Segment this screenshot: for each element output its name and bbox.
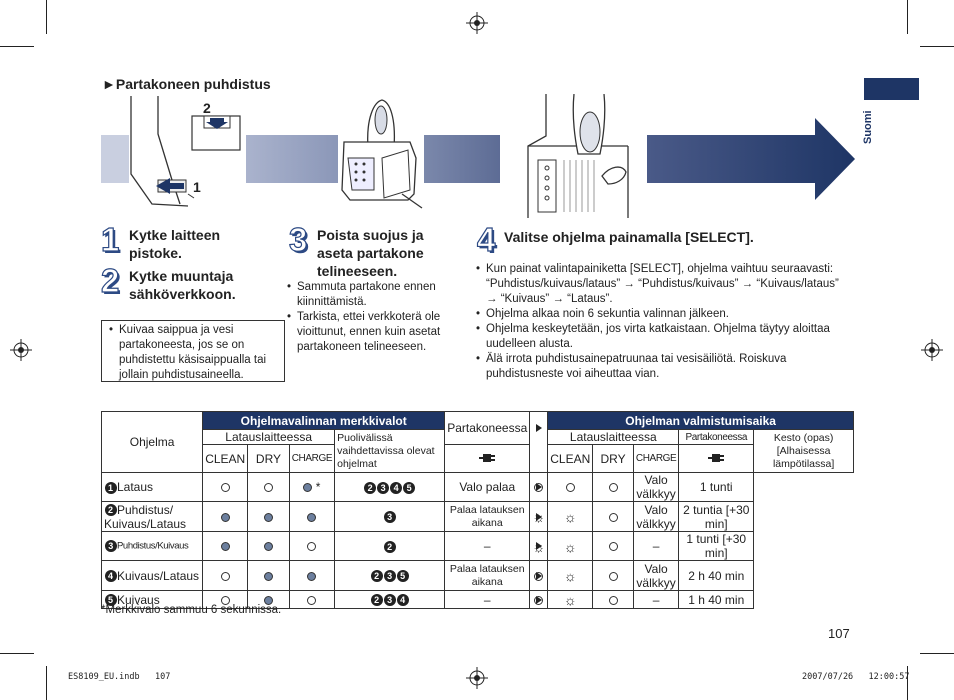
program-label: Puhdistus/ Kuivaus/Lataus [104,502,187,531]
program-number-icon: 3 [384,594,396,606]
program-number-icon: 4 [105,570,117,582]
lamp-cell [593,591,634,609]
mid-change-cell [335,473,445,502]
progress-arrow-icon [647,118,855,200]
shaver-status-complete: Valo välkkyy [633,473,678,502]
lamp-cell [289,532,334,561]
plug-icon [679,445,754,473]
header-charge-2: CHARGE [633,445,678,473]
row-arrow-icon [536,513,542,521]
header-duration: Kesto (opas) [Alhaisessa lämpötilassa] [754,430,854,473]
program-name [102,502,203,532]
program-name [102,532,203,561]
lamp-cell [248,473,290,502]
program-number-icon: 5 [403,482,415,494]
shaver-status: – [445,532,530,561]
lamp-on-icon [264,572,273,581]
step-3-note: • Tarkista, ettei verkkoterä ole vioittunut, ennen kuin asetat partakoneen telineeseen. [297,310,457,355]
lamp-on-icon [264,513,273,522]
blinking-lamp-icon: ☼ [563,592,577,609]
shaver-stand-illustration [338,98,424,210]
lamp-cell [248,561,290,591]
lamp-cell [593,532,634,561]
header-mid-change: Puolivälissä vaihdettavissa olevat ohjelmat [335,430,445,473]
step-number-4: 4 [477,221,496,258]
shaver-status-complete: – [633,532,678,561]
duration-cell: 2 h 40 min [679,561,754,591]
crop-mark [920,653,954,654]
duration-cell: 1 tunti [679,473,754,502]
row-arrow-icon [536,572,542,580]
table-row [102,532,854,561]
header-dry: DRY [248,445,290,473]
step-4-notes [476,262,848,382]
registration-mark-icon [466,12,488,34]
mid-change-cell [335,591,445,609]
program-number-icon: 5 [105,594,117,606]
callout-number-2: 2 [203,100,211,116]
registration-mark-icon [921,339,943,361]
program-number-icon: 2 [105,504,117,516]
row-arrow-icon [536,542,542,550]
crop-mark [920,46,954,47]
crop-mark [907,0,908,34]
duration-cell: 2 tuntia [+30 min] [679,502,754,532]
plug-illustration [128,94,246,210]
header-clean-2: CLEAN [548,445,593,473]
lamp-off-icon [221,483,230,492]
shaver-status-complete: – [633,591,678,609]
lamp-cell [548,532,593,561]
shaver-status-complete: Valo välkkyy [633,561,678,591]
blinking-lamp-icon: ☼ [563,568,577,585]
progress-band-2 [246,135,338,183]
mid-change-cell [335,532,445,561]
shaver-status: Palaa latauksen aikana [445,502,530,532]
footer-timestamp: 2007/07/26 12:00:57 [802,672,910,682]
step-4-note: • Älä irrota puhdistusainepatruunaa tai vesisäiliötä. Roiskuva puhdistusneste voi aiheuttaa vian. [486,352,848,382]
progress-band-3 [424,135,500,183]
table-row [102,473,854,502]
soap-note-text: • Kuivaa saippua ja vesi partakoneesta, jos se on puhdistettu käsisaippualla tai jollain puhdistusaineella. [119,323,277,383]
progress-band-1 [101,135,129,183]
lamp-on-icon [307,572,316,581]
lamp-on-icon [303,483,312,492]
language-tab [864,78,919,100]
lamp-off-icon [307,596,316,605]
header-program: Ohjelma [102,412,203,473]
program-number-icon: 3 [384,570,396,582]
step-2-text: Kytke muuntaja sähköverkkoon. [129,268,236,302]
step-number-3: 3 [289,221,308,258]
header-dry-2: DRY [593,445,634,473]
step-3-notes [287,280,457,355]
program-number-icon: 2 [384,541,396,553]
step-number-1: 1 [101,221,120,258]
shaver-status-complete: Valo välkkyy [633,502,678,532]
lamp-cell [593,473,634,502]
header-completion: Ohjelman valmistumisaika [548,412,854,430]
program-name [102,473,203,502]
select-button-illustration [524,94,634,218]
program-number-icon: 4 [390,482,402,494]
lamp-on-icon [307,513,316,522]
lamp-cell [289,591,334,609]
step-4-text: Valitse ohjelma painamalla [SELECT]. [504,229,754,245]
program-number-icon: 3 [384,511,396,523]
program-number-icon: 3 [377,482,389,494]
section-title: ►Partakoneen puhdistus [102,76,271,92]
lamp-off-icon [264,483,273,492]
mid-change-cell [335,561,445,591]
lamp-off-icon [307,542,316,551]
duration-cell: 1 h 40 min [679,591,754,609]
language-label: Suomi [862,110,874,144]
lamp-cell [548,591,593,609]
program-name [102,561,203,591]
lamp-on-icon [221,513,230,522]
header-indicators: Ohjelmavalinnan merkkivalot [203,412,445,430]
program-number-icon: 3 [105,540,117,552]
lamp-cell [203,532,248,561]
lamp-cell [203,561,248,591]
lamp-off-icon [566,483,575,492]
header-in-charger: Latauslaitteessa [203,430,335,445]
table-row [102,561,854,591]
lamp-cell [248,532,290,561]
program-label: Puhdistus/Kuivaus [117,540,189,552]
program-table [101,411,854,609]
lamp-off-icon [609,572,618,581]
registration-mark-icon [10,339,32,361]
lamp-cell: * [289,473,334,502]
footer-file-info: ES8109_EU.indb 107 [68,672,171,682]
crop-mark [0,653,34,654]
lamp-off-icon [609,513,618,522]
lamp-cell [548,473,593,502]
program-label: Kuivaus/Lataus [117,568,200,583]
lamp-off-icon [609,596,618,605]
step-4-note: • Ohjelma alkaa noin 6 sekuntia valinnan jälkeen. [486,307,848,322]
step-4-note: • Kun painat valintapainiketta [SELECT], ohjelma vaihtuu seuraavasti: “Puhdistus/kuivaus/lataus” → “Puhdistus/kuivaus” → “Kuivaus/lataus” → “Kuivaus” → “Lataus”. [486,262,848,307]
lamp-cell [248,502,290,532]
duration-cell: 1 tunti [+30 min] [679,532,754,561]
crop-mark [0,46,34,47]
program-number-icon: 1 [105,482,117,494]
mid-change-cell [335,502,445,532]
header-in-shaver: Partakoneessa [445,412,530,445]
lamp-cell [203,473,248,502]
page-number: 107 [828,626,850,641]
lamp-cell [203,502,248,532]
crop-mark [46,0,47,34]
row-arrow-icon [536,596,542,604]
step-3-text: Poista suojus ja aseta partakone telineeseen. [317,227,424,279]
program-number-icon: 2 [364,482,376,494]
lamp-cell [593,502,634,532]
footnote: *Merkkivalo sammuu 6 sekunnissa. [101,604,282,616]
lamp-on-icon [221,542,230,551]
step-number-2: 2 [101,262,120,299]
program-label: Lataus [117,480,154,494]
step-3-note: • Sammuta partakone ennen kiinnittämistä. [297,280,457,310]
arrow-column [530,412,548,473]
lamp-cell [289,502,334,532]
blinking-lamp-icon: ☼ [563,538,577,555]
lamp-cell [593,561,634,591]
header-clean: CLEAN [203,445,248,473]
lamp-cell [289,561,334,591]
lamp-cell [548,561,593,591]
crop-mark [46,666,47,700]
plug-icon [445,445,530,473]
lamp-on-icon [264,542,273,551]
table-row [102,502,854,532]
lamp-cell [548,502,593,532]
shaver-status: Valo palaa [445,473,530,502]
registration-mark-icon [466,667,488,689]
program-label: Kuivaus [117,592,160,607]
lamp-off-icon [609,483,618,492]
blinking-lamp-icon: ☼ [563,509,577,526]
program-number-icon: 2 [371,570,383,582]
lamp-off-icon [221,572,230,581]
blinking-lamp-icon: ☼ [532,538,546,555]
lamp-off-icon [609,542,618,551]
row-arrow-icon [536,483,542,491]
program-number-icon: 5 [397,570,409,582]
program-number-icon: 4 [397,594,409,606]
blinking-lamp-icon: ☼ [532,509,546,526]
program-number-icon: 2 [371,594,383,606]
shaver-status: – [445,591,530,609]
step-4-note: • Ohjelma keskeytetään, jos virta katkaistaan. Ohjelma täytyy aloittaa uudelleen alusta. [486,322,848,352]
header-in-charger-2: Latauslaitteessa [548,430,679,445]
header-in-shaver-2: Partakoneessa [679,430,754,445]
row-arrow-icon [536,424,542,432]
shaver-status: Palaa latauksen aikana [445,561,530,591]
callout-number-1: 1 [193,179,201,195]
header-charge: CHARGE [289,445,334,473]
step-1-text: Kytke laitteen pistoke. [129,227,221,261]
soap-note-box [101,320,285,382]
